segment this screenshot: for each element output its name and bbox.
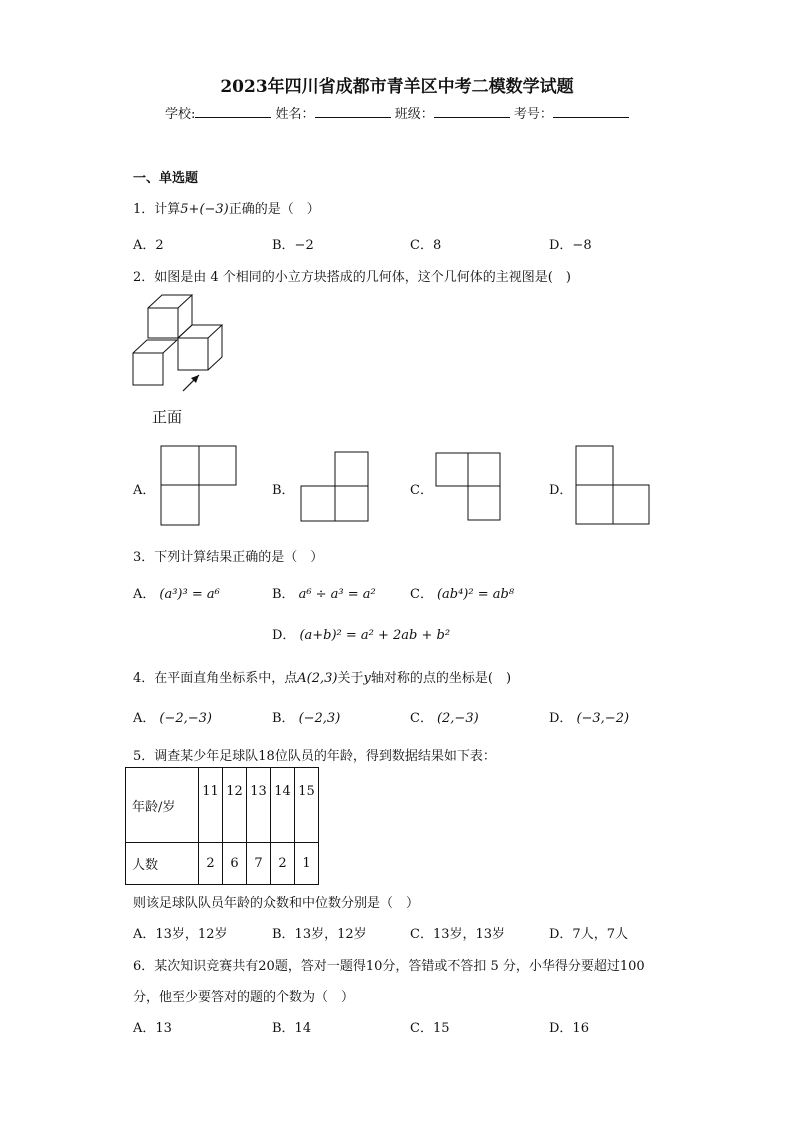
q1-stem: 1．计算	[133, 202, 181, 217]
q2-option-c-figure[interactable]	[433, 450, 505, 524]
q4-option-d-value: (−3,−2)	[576, 711, 630, 726]
q4-stem-b: 关于	[337, 671, 364, 686]
page-title: 2023年四川省成都市青羊区中考二模数学试题	[220, 77, 574, 97]
q4-stem-c: 轴对称的点的坐标是( )	[370, 671, 512, 686]
class-blank[interactable]	[434, 104, 510, 118]
q4-option-c-letter: C．	[410, 711, 433, 726]
q4-option-b-letter: B．	[272, 711, 295, 726]
q6-option-c[interactable]: C．15	[410, 1021, 450, 1036]
row-label-count: 人数	[126, 843, 199, 885]
q2-option-a-letter[interactable]: A．	[133, 483, 156, 498]
q4-option-d[interactable]	[549, 707, 629, 726]
question-3: 3．下列计算结果正确的是（ ）	[133, 550, 324, 565]
q4-option-c-value: (2,−3)	[436, 711, 479, 726]
q3-option-a[interactable]	[133, 583, 220, 602]
q4-option-d-letter: D．	[549, 711, 573, 726]
q2-option-c-letter[interactable]: C．	[410, 483, 433, 498]
q4-point: A(2,3)	[297, 671, 338, 686]
name-label: 姓名：	[275, 107, 315, 122]
table-cell: 11	[199, 768, 223, 843]
table-row	[126, 843, 319, 885]
q3-option-d[interactable]	[272, 624, 450, 643]
row-label-age: 年龄/岁	[126, 768, 199, 843]
q3-option-b-expr: a⁶ ÷ a³ = a²	[298, 587, 376, 602]
cube-figure	[125, 285, 240, 420]
student-info-line	[165, 103, 629, 122]
q3-option-a-letter: A．	[133, 587, 156, 602]
table-cell: 2	[271, 843, 295, 885]
q5-follow-up: 则该足球队队员年龄的众数和中位数分别是（ ）	[133, 896, 420, 911]
table-cell: 6	[223, 843, 247, 885]
question-1	[133, 198, 320, 217]
q4-option-b-value: (−2,3)	[298, 711, 341, 726]
q3-option-d-expr: (a+b)² = a² + 2ab + b²	[299, 628, 451, 643]
question-6-line-1: 6．某次知识竞赛共有20题，答对一题得10分，答错或不答扣 5 分，小华得分要超过100	[133, 959, 645, 974]
table-cell: 12	[223, 768, 247, 843]
q3-option-a-expr: (a³)³ = a⁶	[159, 587, 220, 602]
question-4	[133, 667, 511, 686]
q4-option-a-letter: A．	[133, 711, 156, 726]
table-cell: 14	[271, 768, 295, 843]
q1-option-b[interactable]: B．−2	[272, 238, 314, 253]
q3-option-c-letter: C．	[410, 587, 433, 602]
q1-option-a[interactable]: A．2	[133, 238, 164, 253]
table-row	[126, 768, 319, 843]
q5-option-b[interactable]: B．13岁，12岁	[272, 927, 367, 942]
q1-expression: 5+(−3)	[180, 202, 229, 217]
question-6-line-2: 分，他至少要答对的题的个数为（ ）	[133, 990, 355, 1005]
q3-option-c-expr: (ab⁴)² = ab⁸	[436, 587, 515, 602]
table-cell: 13	[247, 768, 271, 843]
q3-option-b-letter: B．	[272, 587, 295, 602]
table-cell: 7	[247, 843, 271, 885]
section-heading: 一、单选题	[133, 171, 199, 186]
school-blank[interactable]	[195, 104, 271, 118]
q5-option-a[interactable]: A．13岁，12岁	[133, 927, 228, 942]
school-label: 学校:	[165, 107, 196, 122]
q4-option-a[interactable]	[133, 707, 212, 726]
q3-option-c[interactable]	[410, 583, 514, 602]
exam-no-label: 考号：	[513, 107, 553, 122]
q2-option-d-letter[interactable]: D．	[549, 483, 573, 498]
class-label: 班级：	[394, 107, 434, 122]
table-cell: 15	[295, 768, 319, 843]
q3-option-b[interactable]	[272, 583, 376, 602]
table-cell: 2	[199, 843, 223, 885]
q3-option-d-letter: D．	[272, 628, 296, 643]
question-5: 5．调查某少年足球队18位队员的年龄，得到数据结果如下表：	[133, 749, 496, 764]
q2-option-b-figure[interactable]	[298, 450, 372, 524]
q2-option-a-figure[interactable]	[158, 444, 240, 528]
question-2: 2．如图是由 4 个相同的小立方块搭成的几何体，这个几何体的主视图是( )	[133, 270, 571, 285]
q4-option-c[interactable]	[410, 707, 479, 726]
q4-option-a-value: (−2,−3)	[159, 711, 212, 726]
q6-option-b[interactable]: B．14	[272, 1021, 312, 1036]
q5-option-c[interactable]: C．13岁，13岁	[410, 927, 506, 942]
q4-axis: y	[363, 671, 371, 686]
q4-option-b[interactable]	[272, 707, 340, 726]
q6-option-d[interactable]: D．16	[549, 1021, 589, 1036]
table-cell: 1	[295, 843, 319, 885]
q4-stem-a: 4．在平面直角坐标系中，点	[133, 671, 298, 686]
q1-tail: 正确的是（ ）	[228, 202, 320, 217]
arrow-icon	[183, 375, 199, 391]
q1-option-d[interactable]: D．−8	[549, 238, 592, 253]
q2-option-d-figure[interactable]	[573, 444, 653, 528]
front-label: 正面	[152, 408, 183, 426]
q2-option-b-letter[interactable]: B．	[272, 483, 295, 498]
q5-option-d[interactable]: D．7人，7人	[549, 927, 628, 942]
exam-no-blank[interactable]	[553, 104, 629, 118]
q6-option-a[interactable]: A．13	[133, 1021, 172, 1036]
age-table	[125, 767, 319, 885]
q1-option-c[interactable]: C．8	[410, 238, 442, 253]
name-blank[interactable]	[315, 104, 391, 118]
